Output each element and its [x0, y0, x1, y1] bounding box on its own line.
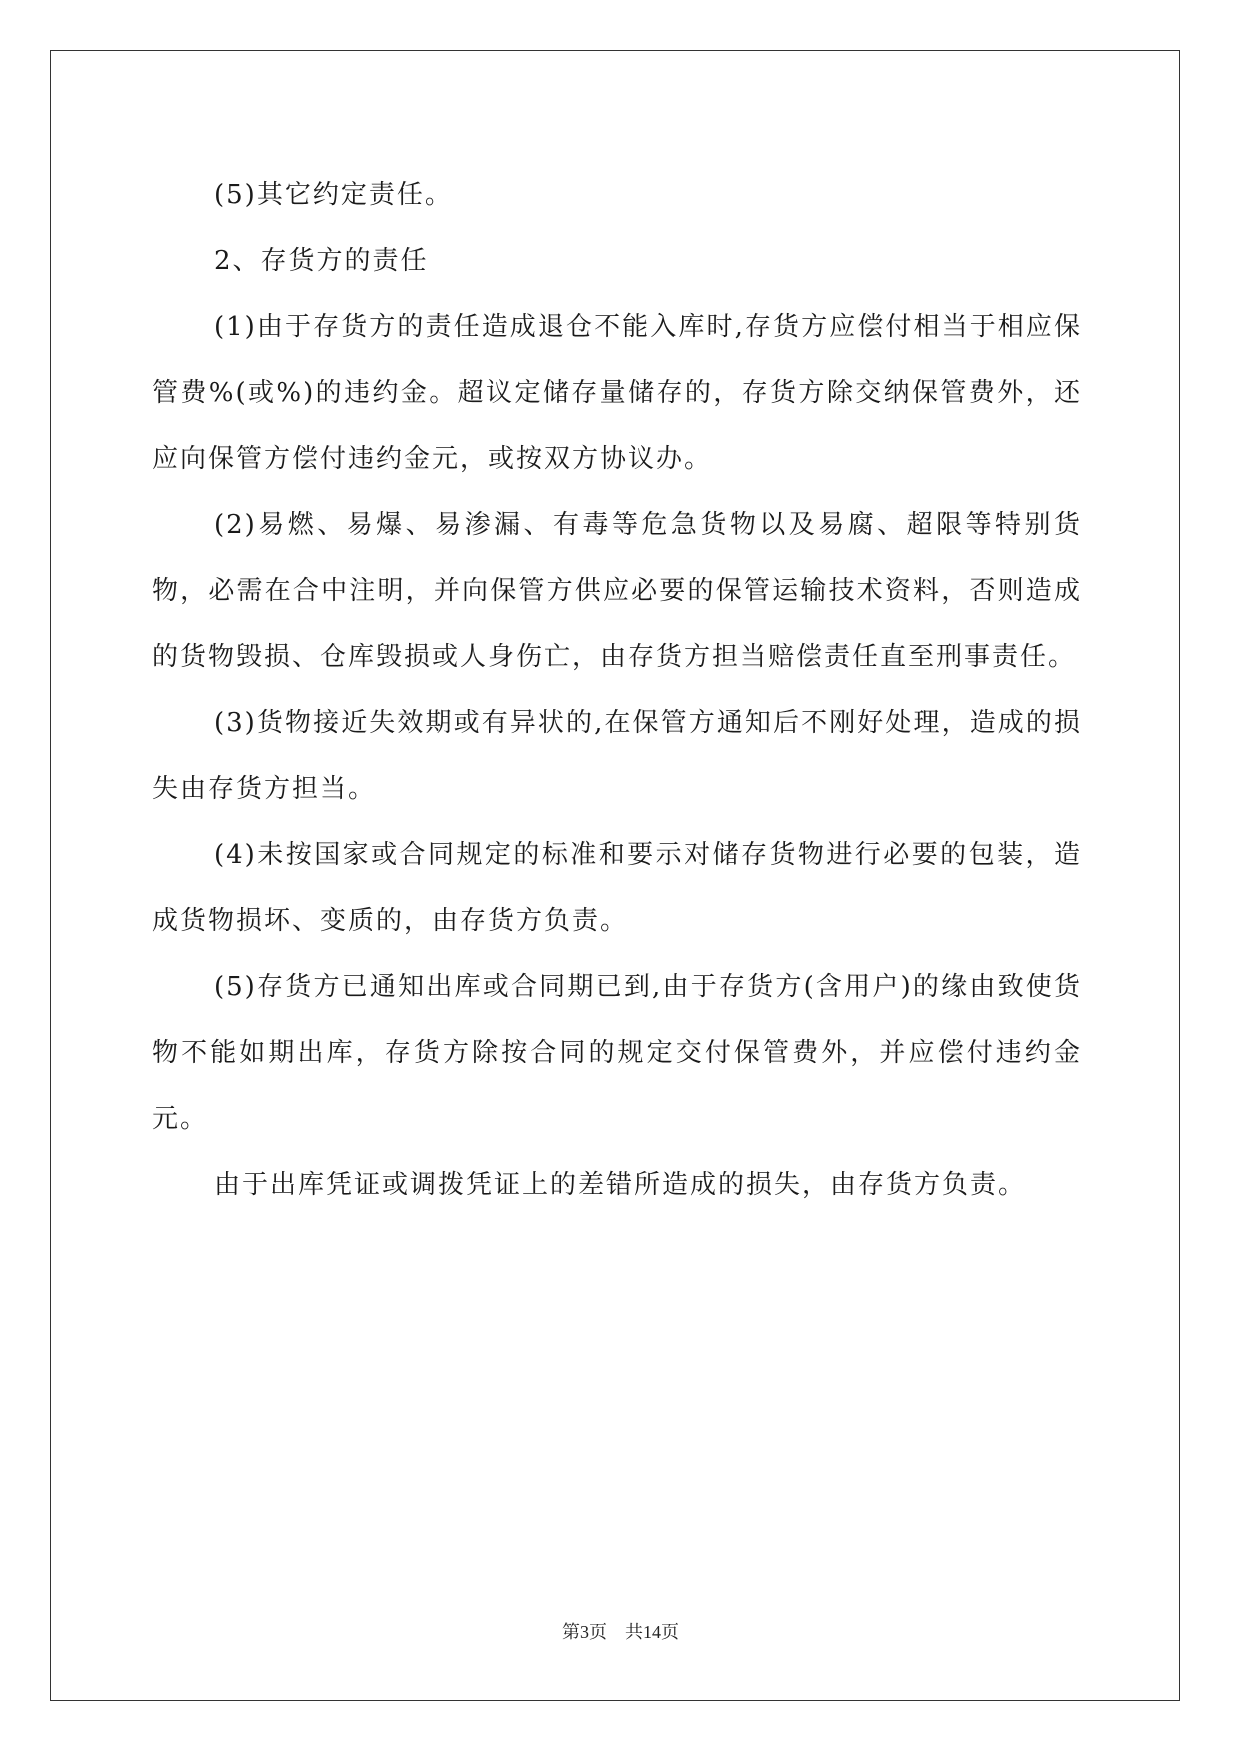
paragraph: (5)其它约定责任。 [214, 180, 453, 210]
paragraph: (1)由于存货方的责任造成退仓不能入库时,存货方应偿付相当于相应保管费%(或%)的违约金。超议定储存量储存的，存货方除交纳保管费外，还应向保管方偿付违约金元，或按双方协议办。 [152, 312, 1082, 474]
section-heading: 2、存货方的责任 [214, 246, 429, 276]
paragraph: (2)易燃、易爆、易渗漏、有毒等危急货物以及易腐、超限等特别货物，必需在合中注明，并向保管方供应必要的保管运输技术资料，否则造成的货物毁损、仓库毁损或人身伤亡，由存货方担当赔偿责任直至刑事责任。 [152, 510, 1082, 672]
paragraph: 由于出库凭证或调拨凭证上的差错所造成的损失，由存货方负责。 [214, 1170, 1027, 1200]
paragraph: (3)货物接近失效期或有异状的,在保管方通知后不刚好处理，造成的损失由存货方担当。 [152, 708, 1082, 804]
document-body [152, 162, 1082, 1218]
paragraph: (5)存货方已通知出库或合同期已到,由于存货方(含用户)的缘由致使货物不能如期出库，存货方除按合同的规定交付保管费外，并应偿付违约金元。 [152, 972, 1082, 1134]
page-total: 共14页 [625, 1622, 679, 1642]
page-number: 第3页 [562, 1622, 607, 1642]
paragraph: (4)未按国家或合同规定的标准和要示对储存货物进行必要的包装，造成货物损坏、变质的，由存货方负责。 [152, 840, 1082, 936]
page-footer [0, 1618, 1241, 1644]
